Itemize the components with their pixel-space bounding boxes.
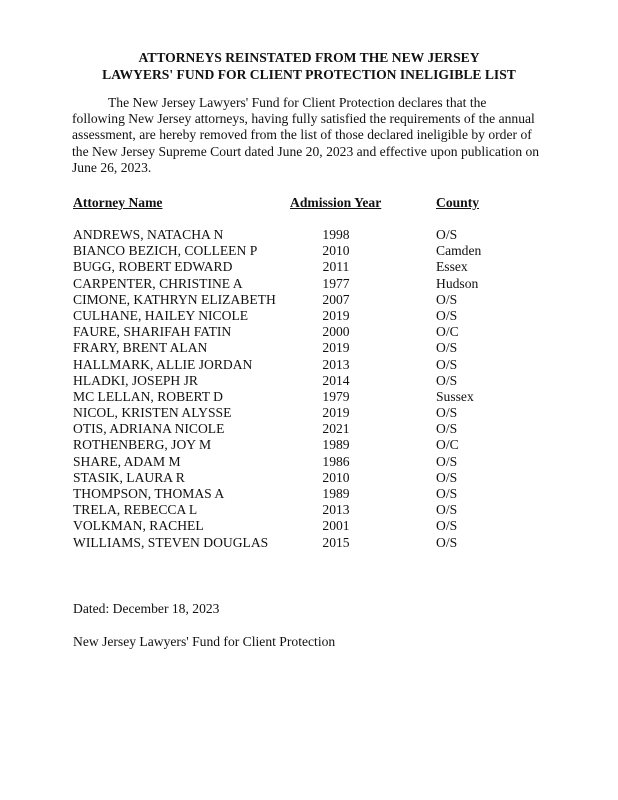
county-cell: O/S [436, 291, 458, 307]
attorney-name-cell: CARPENTER, CHRISTINE A [73, 275, 243, 291]
attorney-name-cell: BIANCO BEZICH, COLLEEN P [73, 243, 258, 259]
admission-year-cell: 2015 [322, 534, 350, 550]
attorney-name-cell: HALLMARK, ALLIE JORDAN [73, 356, 253, 372]
table-row [0, 437, 618, 453]
county-cell: O/S [436, 227, 458, 242]
admission-year-cell: 2010 [322, 469, 350, 485]
intro-line-3: assessment, are hereby removed from the list of those declared ineligible by order of [72, 127, 532, 143]
attorney-name-cell: TRELA, REBECCA L [73, 502, 198, 518]
title-line-2: LAWYERS' FUND FOR CLIENT PROTECTION INELIGIBLE LIST [102, 67, 516, 82]
admission-year-cell: 1986 [322, 453, 350, 469]
table-row [0, 292, 618, 308]
attorney-name-cell: THOMPSON, THOMAS A [73, 486, 225, 501]
table-row [0, 227, 618, 243]
admission-year-cell: 2000 [322, 324, 350, 340]
admission-year-cell: 2014 [322, 372, 350, 388]
county-cell: O/S [436, 405, 458, 421]
admission-year-cell: 2021 [322, 421, 350, 437]
table-row [0, 259, 618, 275]
table-row [0, 535, 618, 551]
table-row [0, 389, 618, 405]
admission-year-cell: 1977 [322, 275, 350, 291]
table-row [0, 421, 618, 437]
county-cell: O/C [436, 324, 459, 340]
admission-year-cell: 2019 [322, 405, 350, 421]
dated-line: Dated: December 18, 2023 [73, 601, 220, 616]
title-line-1: ATTORNEYS REINSTATED FROM THE NEW JERSEY [138, 50, 480, 65]
document-title [0, 49, 618, 83]
intro-line-5: June 26, 2023. [72, 159, 152, 175]
county-cell: O/S [436, 340, 458, 356]
county-cell: O/S [436, 453, 458, 469]
table-row [0, 454, 618, 470]
admission-year-cell: 2019 [322, 340, 350, 356]
attorney-name-cell: STASIK, LAURA R [73, 469, 185, 485]
header-admission-year: Admission Year [290, 195, 382, 210]
attorney-name-cell: OTIS, ADRIANA NICOLE [73, 421, 225, 437]
attorney-name-cell: WILLIAMS, STEVEN DOUGLAS [73, 534, 269, 550]
admission-year-cell: 2010 [322, 243, 350, 259]
county-cell: Sussex [436, 388, 474, 404]
intro-line-2: following New Jersey attorneys, having fully satisfied the requirements of the annual [72, 111, 535, 127]
county-cell: O/S [436, 502, 458, 518]
admission-year-cell: 2007 [322, 291, 350, 307]
county-cell: O/S [436, 372, 458, 388]
table-row [0, 243, 618, 259]
admission-year-cell: 2001 [322, 518, 350, 534]
admission-year-cell: 2011 [322, 259, 350, 275]
attorney-name-cell: NICOL, KRISTEN ALYSSE [73, 405, 232, 421]
attorney-name-cell: CULHANE, HAILEY NICOLE [73, 307, 249, 323]
table-row [0, 405, 618, 421]
attorney-name-cell: VOLKMAN, RACHEL [73, 518, 204, 534]
header-attorney-name: Attorney Name [73, 195, 163, 210]
attorney-table [0, 227, 618, 551]
admission-year-cell: 1989 [322, 486, 350, 501]
attorney-name-cell: MC LELLAN, ROBERT D [73, 388, 223, 404]
table-row [0, 276, 618, 292]
intro-paragraph [72, 95, 554, 176]
county-cell: O/S [436, 469, 458, 485]
table-row [0, 518, 618, 534]
county-cell: Hudson [436, 275, 479, 291]
signoff-line: New Jersey Lawyers' Fund for Client Protection [73, 634, 336, 649]
table-row [0, 308, 618, 324]
county-cell: O/C [436, 437, 459, 453]
attorney-name-cell: ANDREWS, NATACHA N [73, 227, 224, 242]
admission-year-cell: 1979 [322, 388, 350, 404]
table-row [0, 373, 618, 389]
table-row [0, 340, 618, 356]
county-cell: O/S [436, 356, 458, 372]
admission-year-cell: 1989 [322, 437, 350, 453]
table-row [0, 486, 618, 502]
attorney-name-cell: HLADKI, JOSEPH JR [73, 372, 198, 388]
table-row [0, 324, 618, 340]
attorney-name-cell: BUGG, ROBERT EDWARD [73, 259, 233, 275]
county-cell: O/S [436, 534, 458, 550]
table-row [0, 357, 618, 373]
attorney-name-cell: CIMONE, KATHRYN ELIZABETH [73, 291, 276, 307]
county-cell: O/S [436, 486, 458, 501]
admission-year-cell: 2013 [322, 502, 350, 518]
admission-year-cell: 2019 [322, 307, 350, 323]
table-row [0, 502, 618, 518]
attorney-name-cell: SHARE, ADAM M [73, 453, 181, 469]
admission-year-cell: 2013 [322, 356, 350, 372]
header-county: County [436, 195, 480, 210]
attorney-name-cell: FRARY, BRENT ALAN [73, 340, 208, 356]
county-cell: O/S [436, 518, 458, 534]
intro-line-4: the New Jersey Supreme Court dated June 20, 2023 and effective upon publication on [72, 143, 540, 159]
county-cell: O/S [436, 421, 458, 437]
attorney-name-cell: ROTHENBERG, JOY M [73, 437, 212, 453]
intro-line-1: The New Jersey Lawyers' Fund for Client Protection declares that the [108, 95, 487, 110]
county-cell: Essex [436, 259, 468, 275]
county-cell: Camden [436, 243, 482, 259]
table-row [0, 470, 618, 486]
attorney-name-cell: FAURE, SHARIFAH FATIN [73, 324, 232, 340]
admission-year-cell: 1998 [322, 227, 350, 242]
county-cell: O/S [436, 307, 458, 323]
